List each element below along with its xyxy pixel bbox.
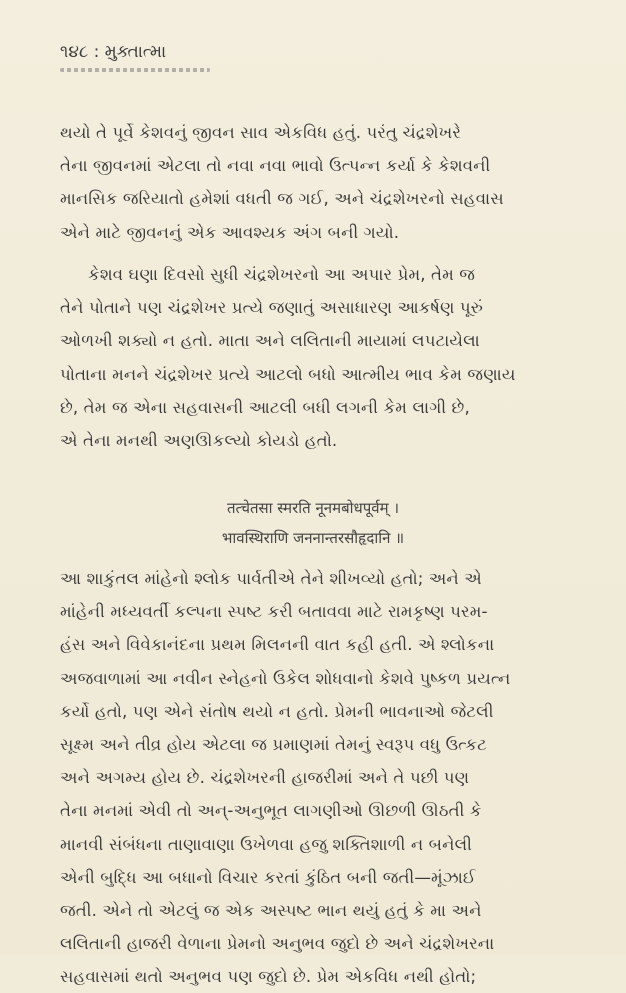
running-header (60, 42, 166, 62)
paragraph-2 (60, 258, 572, 457)
text-line: તેને પોતાને પણ ચંદ્રશેખર પ્રત્યે જણાતું અસાધારણ આકર્ષણ પૂરું (60, 298, 484, 318)
verse-line-2: भावस्थिराणि जननान्तरसौहृदानि ॥ (221, 529, 405, 547)
verse-line-1: तत्चेतसा स्मरति नूनमबोधपूर्वम् । (226, 499, 400, 517)
text-line: પોતાના મનને ચંદ્રશેખર પ્રત્યે આટલો બધો આત્મીય ભાવ કેમ જણાય (60, 364, 516, 384)
text-line: એની બુદ્ધિ આ બધાનો વિચાર કરતાં કુંઠિત બની જતી—મૂંઝાઈ (60, 867, 476, 887)
text-line: માનસિક જરિયાતો હમેશાં વધતી જ ગઈ, અને ચંદ્રશેખરનો સહવાસ (60, 189, 504, 209)
running-title: મુક્તાત્મા (104, 42, 167, 62)
text-line: કર્યો હતો, પણ એને સંતોષ થયો ન હતો. પ્રેમની ભાવનાઓ જેટલી (60, 701, 494, 721)
text-line: ઓળખી શક્યો ન હતો. માતા અને લલિતાની માયામાં લપટાયેલા (60, 331, 480, 351)
text-line: માંહેની મધ્યવર્તી કલ્પના સ્પષ્ટ કરી બતાવવા માટે રામકૃષ્ણ પરમ- (60, 602, 488, 622)
text-line: સહવાસમાં થતો અનુભવ પણ જુદો છે. પ્રેમ એકવિધ નથી હોતો; (60, 967, 477, 987)
paragraph-1 (60, 116, 572, 249)
text-line: અને અગમ્ય હોય છે. ચંદ્રશેખરની હાજરીમાં અને તે પછી પણ (60, 768, 470, 788)
text-line: કેશવ ઘણા દિવસો સુધી ચંદ્રશેખરનો આ અપાર પ્રેમ, તેમ જ (88, 265, 476, 284)
text-line: એ તેના મનથી અણઊકલ્યો કોયડો હતો. (60, 430, 338, 450)
page-number: ૧૪૮ (60, 42, 89, 62)
text-line: સૂક્ષ્મ અને તીવ્ર હોય એટલા જ પ્રમાણમાં તેમનું સ્વરૂપ વધુ ઉત્કટ (60, 734, 487, 754)
text-line: એને માટે જીવનનું એક આવશ્યક અંગ બની ગયો. (60, 222, 400, 242)
text-line: આ શાકુંતલ માંહેનો શ્લોક પાર્વતીએ તેને શીખવ્યો હતો; અને એ (60, 569, 482, 588)
text-line: છે, તેમ જ એના સહવાસની આટલી બધી લગની કેમ લાગી છે, (60, 397, 470, 417)
text-line: હંસ અને વિવેકાનંદના પ્રથમ મિલનની વાત કહી હતી. એ શ્લોકના (60, 635, 495, 655)
text-line: લલિતાની હાજરી વેળાના પ્રેમનો અનુભવ જુદો છે અને ચંદ્રશેખરના (60, 934, 495, 954)
text-line: માનવી સંબંધના તાણાવાણા ઉખેળવા હજુ શક્તિશાળી ન બનેલી (60, 834, 472, 854)
text-line: જતી. એને તો એટલું જ એક અસ્પષ્ટ ભાન થયું હતું કે મા અને (60, 900, 482, 920)
header-separator: : (93, 42, 100, 62)
text-line: થયો તે પૂર્વે કેશવનું જીવન સાવ એકવિધ હતું. પરંતુ ચંદ્રશેખરે (60, 123, 462, 142)
text-line: અજવાળામાં આ નવીન સ્નેહનો ઉકેલ શોધવાનો કેશવે પુષ્કળ પ્રયત્ન (60, 668, 511, 688)
text-line: તેના મનમાં એવી તો અન્-અનુભૂત લાગણીઓ ઊછળી ઊઠતી કે (60, 801, 482, 821)
header-underline (60, 68, 210, 72)
paragraph-3 (60, 562, 572, 993)
text-line: તેના જીવનમાં એટલા તો નવા નવા ભાવો ઉત્પન્ન કર્યા કે કેશવની (60, 156, 491, 176)
